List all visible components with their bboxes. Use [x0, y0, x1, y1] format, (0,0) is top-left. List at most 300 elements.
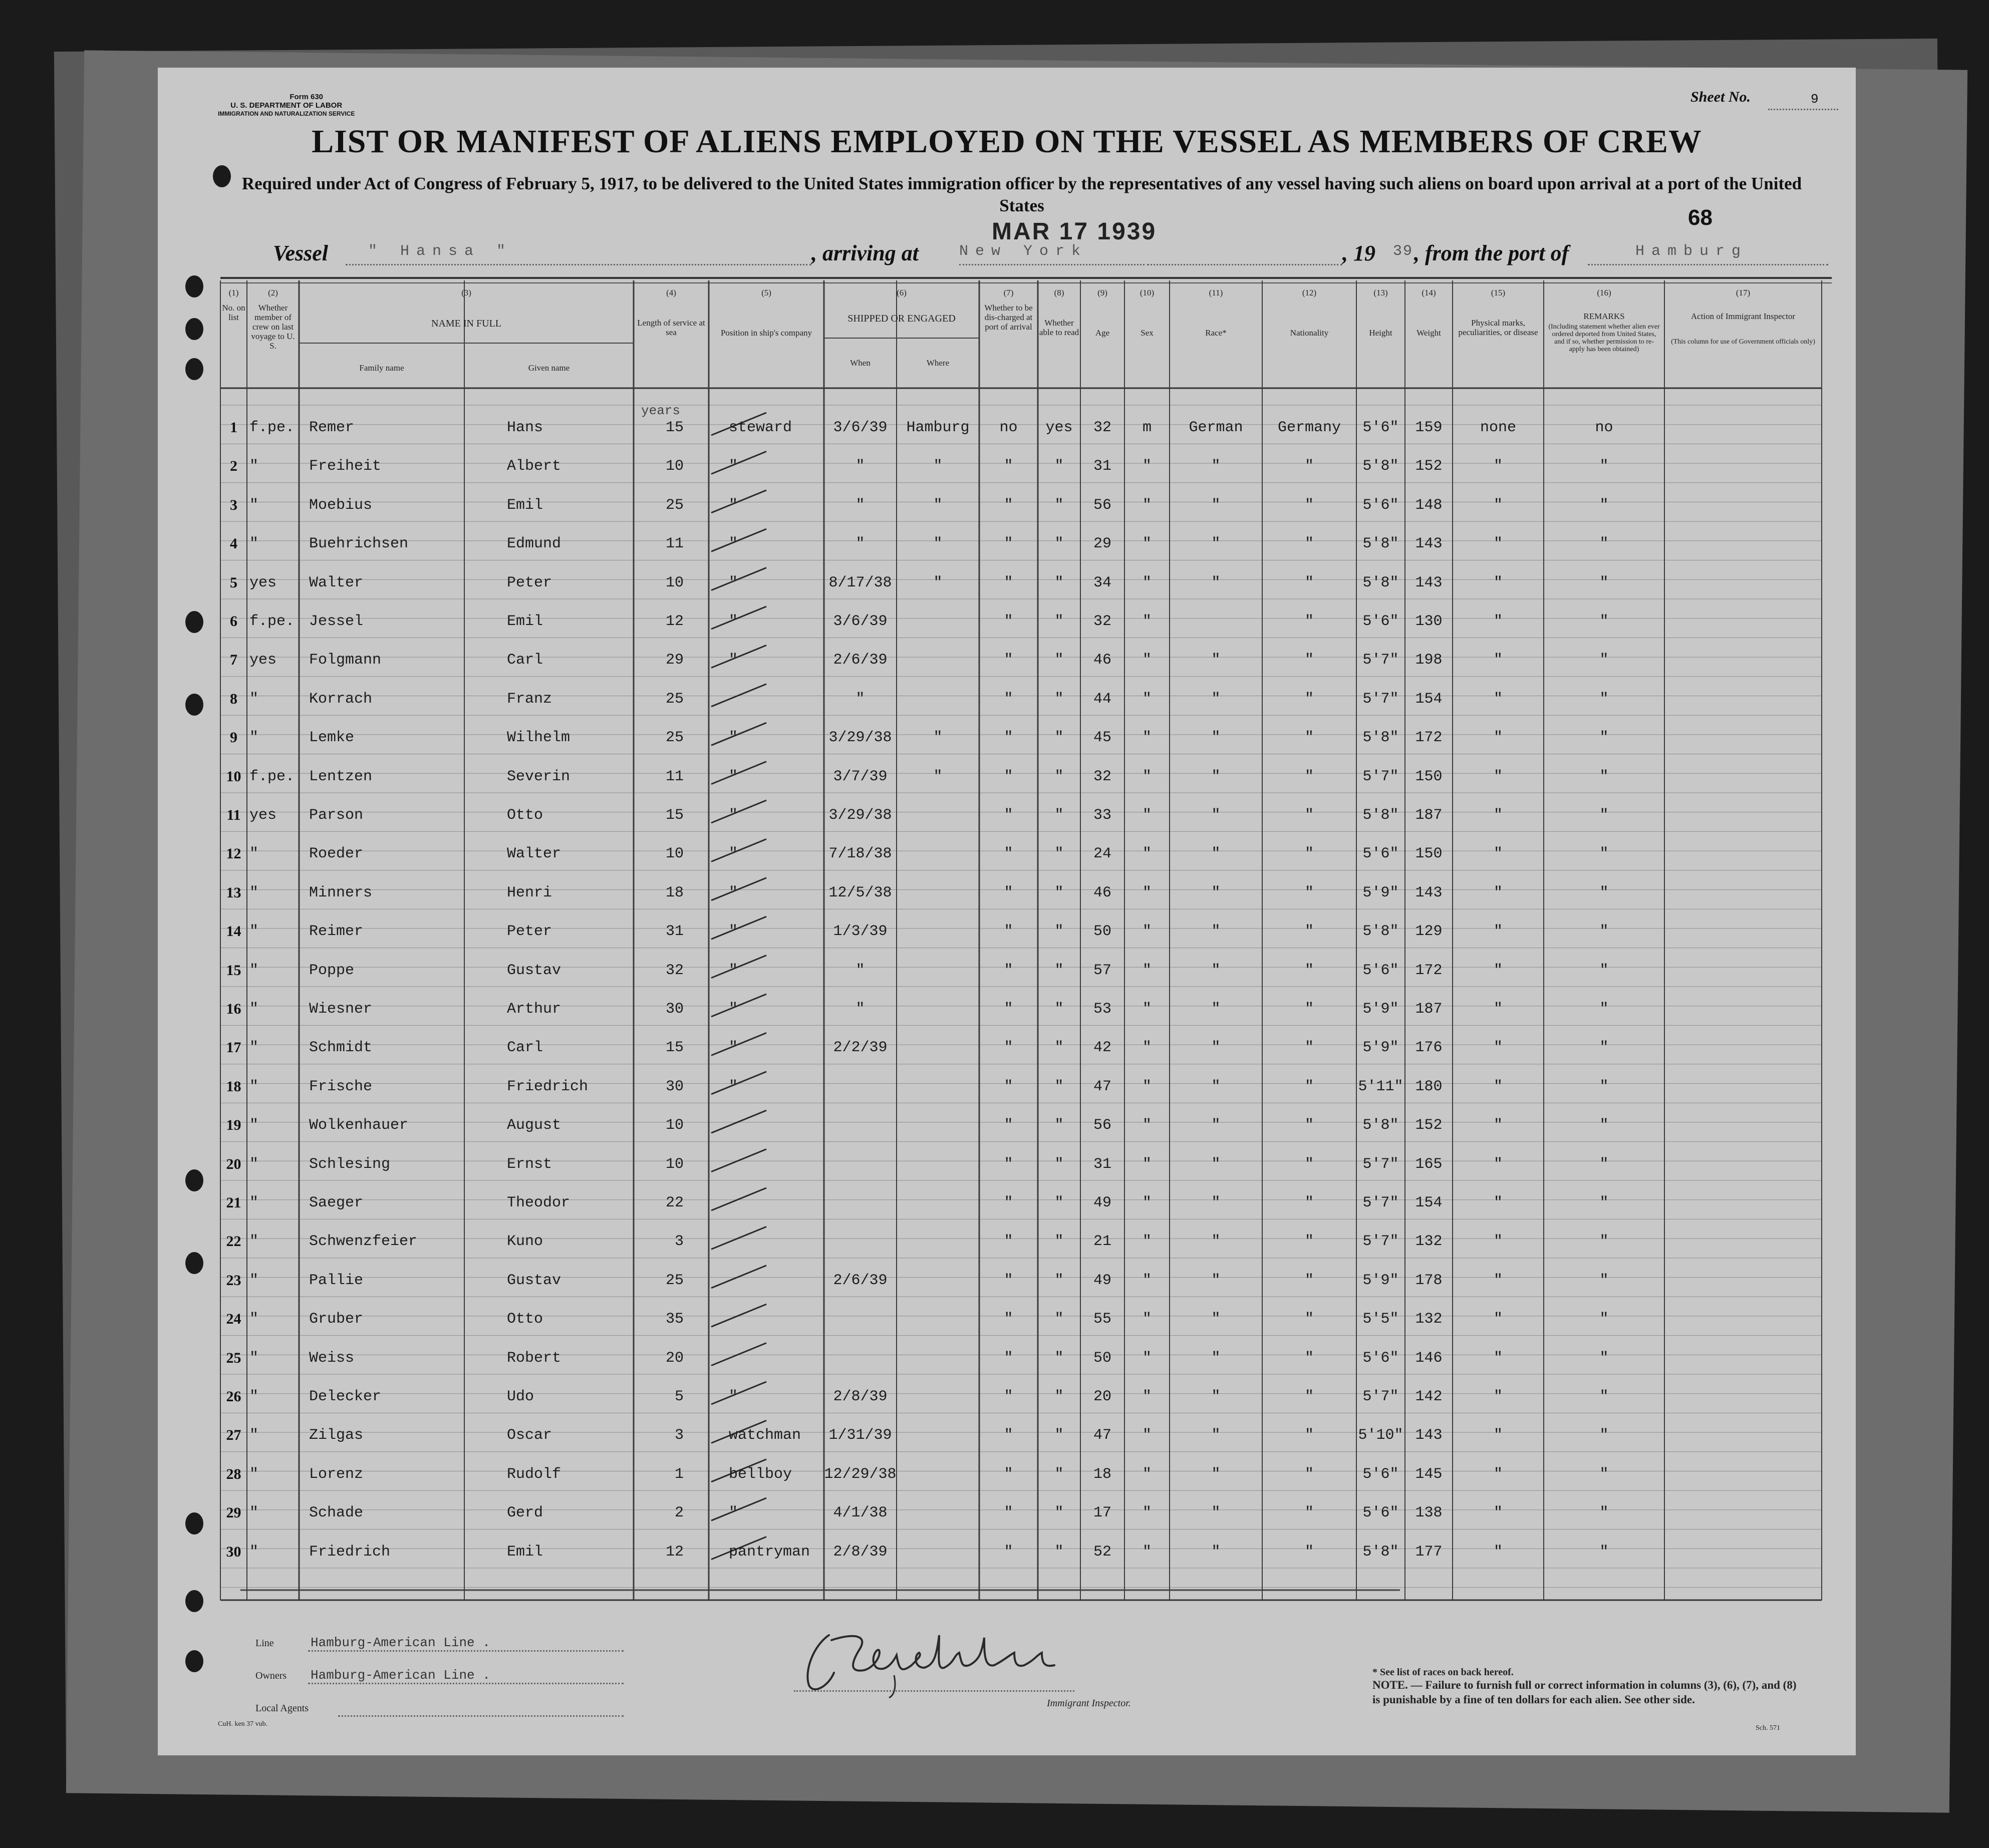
cell-position: steward — [729, 419, 792, 436]
cell-given-name: Udo — [507, 1388, 534, 1405]
cell-shipped-where: " — [933, 574, 943, 591]
cell-age: 45 — [1093, 729, 1111, 747]
cell-prior-voyage: " — [249, 923, 259, 941]
cell-remarks: no — [1595, 419, 1613, 436]
cell-nationality: " — [1304, 496, 1314, 514]
cell-family-name: Schwenzfeier — [309, 1233, 418, 1251]
cell-physical-marks: none — [1480, 419, 1516, 436]
cell-discharged: " — [1004, 574, 1013, 591]
cell-prior-voyage: f.pe. — [249, 613, 295, 630]
cell-able-to-read: " — [1054, 1543, 1064, 1561]
cell-race: " — [1211, 1155, 1221, 1173]
cell-remarks: " — [1599, 807, 1609, 824]
column-number: (13) — [1373, 288, 1388, 297]
cell-physical-marks: " — [1493, 1078, 1503, 1095]
cell-weight: 177 — [1415, 1543, 1443, 1561]
cell-height: 5'6" — [1362, 419, 1399, 436]
column-number: (17) — [1736, 288, 1751, 297]
cell-family-name: Folgmann — [309, 652, 382, 669]
cell-race: " — [1211, 768, 1221, 785]
cell-race: " — [1211, 535, 1221, 553]
row-number: 9 — [230, 729, 237, 746]
cell-prior-voyage: " — [249, 729, 259, 747]
year: 39 — [1393, 243, 1413, 260]
cell-nationality: " — [1304, 1272, 1314, 1289]
row-number: 14 — [226, 923, 241, 940]
cell-able-to-read: " — [1054, 496, 1064, 514]
cell-shipped-when: 2/8/39 — [833, 1388, 888, 1405]
cell-given-name: Otto — [507, 1311, 543, 1328]
cell-physical-marks: " — [1493, 652, 1503, 669]
cell-given-name: Emil — [507, 1543, 543, 1561]
column-number: (5) — [761, 288, 771, 297]
cell-sex: " — [1142, 1311, 1152, 1328]
cell-able-to-read: " — [1054, 1427, 1064, 1444]
cell-weight: 143 — [1415, 884, 1443, 901]
cell-age: 32 — [1093, 419, 1111, 436]
cell-weight: 150 — [1415, 768, 1443, 785]
cell-position: " — [729, 807, 738, 824]
cell-able-to-read: " — [1054, 807, 1064, 824]
local-agents-underline — [338, 1715, 624, 1717]
cell-age: 24 — [1093, 845, 1111, 863]
column-number: (6) — [897, 288, 907, 297]
row-number: 23 — [226, 1272, 241, 1289]
column-header-remarks: REMARKS — [1583, 312, 1625, 321]
check-mark — [711, 1188, 766, 1210]
row-number: 1 — [230, 419, 237, 436]
cell-race: " — [1211, 458, 1221, 475]
cell-age: 20 — [1093, 1388, 1111, 1405]
cell-height: 5'9" — [1362, 884, 1399, 901]
service: IMMIGRATION AND NATURALIZATION SERVICE — [218, 110, 355, 117]
cell-discharged: " — [1004, 1543, 1013, 1561]
cell-prior-voyage: " — [249, 1117, 259, 1134]
cell-remarks: " — [1599, 729, 1609, 747]
column-header-sex: Sex — [1141, 328, 1154, 338]
cell-race: " — [1211, 1427, 1221, 1444]
cell-sex: " — [1142, 1233, 1152, 1251]
cell-able-to-read: " — [1054, 1465, 1064, 1483]
cell-age: 21 — [1093, 1233, 1111, 1251]
cell-nationality: Germany — [1277, 419, 1341, 436]
cell-discharged: " — [1004, 1001, 1013, 1018]
penalty-note: NOTE. — Failure to furnish full or correct information in columns (3), (6), (7), and (8) is punishable by a fine of ten dollars for each alien. See other side. — [1372, 1679, 1797, 1706]
cell-height: 5'8" — [1362, 458, 1399, 475]
cell-sex: " — [1142, 1388, 1152, 1405]
cell-able-to-read: " — [1054, 1194, 1064, 1211]
cell-remarks: " — [1599, 1349, 1609, 1367]
column-number: (3) — [461, 288, 471, 297]
cell-discharged: " — [1004, 884, 1013, 901]
cell-age: 50 — [1093, 923, 1111, 941]
schedule-code: Sch. 571 — [1756, 1724, 1780, 1732]
cell-family-name: Freiheit — [309, 458, 382, 475]
cell-given-name: Emil — [507, 613, 543, 630]
row-number: 30 — [226, 1543, 241, 1560]
cell-height: 5'9" — [1362, 1272, 1399, 1289]
cell-height: 5'8" — [1362, 1117, 1399, 1134]
cell-remarks: " — [1599, 1155, 1609, 1173]
cell-race: " — [1211, 729, 1221, 747]
cell-weight: 180 — [1415, 1078, 1443, 1095]
cell-remarks: " — [1599, 1504, 1609, 1522]
cell-shipped-where: " — [933, 535, 943, 553]
cell-sex: " — [1142, 845, 1152, 863]
cell-sex: " — [1142, 1117, 1152, 1134]
cell-race: " — [1211, 962, 1221, 979]
cell-family-name: Wiesner — [309, 1001, 373, 1018]
row-number: 2 — [230, 458, 237, 475]
cell-weight: 132 — [1415, 1233, 1443, 1251]
cell-height: 5'6" — [1362, 496, 1399, 514]
cell-nationality: " — [1304, 1117, 1314, 1134]
column-header-age: Age — [1095, 328, 1110, 338]
column-header-where: Where — [926, 358, 950, 368]
column-number: (10) — [1140, 288, 1155, 297]
cell-remarks: " — [1599, 1543, 1609, 1561]
cell-race: " — [1211, 807, 1221, 824]
cell-prior-voyage: " — [249, 1194, 259, 1211]
cell-able-to-read: " — [1054, 1504, 1064, 1522]
cell-nationality: " — [1304, 923, 1314, 941]
cell-given-name: Rudolf — [507, 1465, 561, 1483]
cell-able-to-read: " — [1054, 690, 1064, 708]
cell-age: 47 — [1093, 1078, 1111, 1095]
cell-family-name: Lentzen — [309, 768, 373, 785]
cell-shipped-where: " — [933, 496, 943, 514]
cell-weight: 152 — [1415, 1117, 1443, 1134]
cell-race: German — [1189, 419, 1243, 436]
cell-family-name: Schade — [309, 1504, 364, 1522]
cell-given-name: Gustav — [507, 962, 561, 979]
cell-family-name: Saeger — [309, 1194, 364, 1211]
cell-sex: " — [1142, 884, 1152, 901]
column-header-no: No. on list — [222, 303, 245, 322]
cell-weight: 143 — [1415, 574, 1443, 591]
cell-weight: 138 — [1415, 1504, 1443, 1522]
row-number: 16 — [226, 1001, 241, 1017]
cell-position: " — [729, 458, 738, 475]
cell-height: 5'6" — [1362, 613, 1399, 630]
cell-service-years: 3 — [674, 1233, 684, 1251]
cell-able-to-read: " — [1054, 1272, 1064, 1289]
cell-given-name: Peter — [507, 923, 552, 941]
cell-weight: 159 — [1415, 419, 1443, 436]
column-header-read: Whether able to read — [1039, 318, 1079, 337]
cell-age: 29 — [1093, 535, 1111, 553]
cell-remarks: " — [1599, 1388, 1609, 1405]
cell-discharged: " — [1004, 1039, 1013, 1057]
cell-race: " — [1211, 1233, 1221, 1251]
cell-shipped-when: 7/18/38 — [828, 845, 892, 863]
column-header-physical-marks: Physical marks, peculiarities, or disease — [1458, 318, 1538, 337]
cell-race: " — [1211, 845, 1221, 863]
cell-sex: " — [1142, 807, 1152, 824]
cell-shipped-when: 3/7/39 — [833, 768, 888, 785]
cell-age: 57 — [1093, 962, 1111, 979]
cell-height: 5'6" — [1362, 845, 1399, 863]
cell-position: " — [729, 768, 738, 785]
cell-height: 5'9" — [1362, 1001, 1399, 1018]
cell-sex: " — [1142, 1272, 1152, 1289]
row-number: 27 — [226, 1427, 241, 1444]
cell-age: 53 — [1093, 1001, 1111, 1018]
cell-height: 5'7" — [1362, 768, 1399, 785]
cell-discharged: no — [999, 419, 1018, 436]
cell-age: 32 — [1093, 613, 1111, 630]
cell-service-years: 11 — [665, 768, 684, 785]
row-number: 10 — [226, 768, 241, 785]
cell-discharged: " — [1004, 729, 1013, 747]
cell-physical-marks: " — [1493, 1117, 1503, 1134]
cell-age: 44 — [1093, 690, 1111, 708]
cell-age: 46 — [1093, 652, 1111, 669]
cell-prior-voyage: " — [249, 1039, 259, 1057]
cell-able-to-read: " — [1054, 613, 1064, 630]
row-number: 8 — [230, 690, 237, 707]
column-number: (9) — [1097, 288, 1107, 297]
cell-able-to-read: " — [1054, 1233, 1064, 1251]
check-mark — [711, 1110, 766, 1133]
cell-remarks: " — [1599, 613, 1609, 630]
cell-race: " — [1211, 1001, 1221, 1018]
cell-sex: " — [1142, 962, 1152, 979]
cell-age: 31 — [1093, 458, 1111, 475]
cell-race: " — [1211, 1311, 1221, 1328]
cell-able-to-read: " — [1054, 729, 1064, 747]
cell-age: 47 — [1093, 1427, 1111, 1444]
cell-height: 5'8" — [1362, 1543, 1399, 1561]
owners-underline — [308, 1683, 624, 1684]
cell-position: pantryman — [729, 1543, 810, 1561]
cell-race: " — [1211, 1388, 1221, 1405]
cell-family-name: Remer — [309, 419, 355, 436]
cell-discharged: " — [1004, 845, 1013, 863]
cell-weight: 198 — [1415, 652, 1443, 669]
cell-family-name: Lorenz — [309, 1465, 364, 1483]
cell-remarks: " — [1599, 923, 1609, 941]
line-value: Hamburg-American Line . — [311, 1635, 490, 1650]
cell-discharged: " — [1004, 962, 1013, 979]
cell-family-name: Moebius — [309, 496, 373, 514]
cell-family-name: Reimer — [309, 923, 364, 941]
column-number: (1) — [228, 288, 239, 297]
cell-able-to-read: " — [1054, 652, 1064, 669]
arriving-label: , arriving at — [811, 241, 919, 265]
cell-weight: 143 — [1415, 1427, 1443, 1444]
cell-service-years: 1 — [674, 1465, 684, 1483]
cell-weight: 129 — [1415, 923, 1443, 941]
cell-race: " — [1211, 1272, 1221, 1289]
cell-family-name: Wolkenhauer — [309, 1117, 409, 1134]
cell-sex: " — [1142, 652, 1152, 669]
department: U. S. DEPARTMENT OF LABOR — [230, 101, 343, 110]
check-mark — [711, 684, 766, 707]
row-number: 26 — [226, 1388, 241, 1405]
cell-remarks: " — [1599, 458, 1609, 475]
cell-shipped-when: 4/1/38 — [833, 1504, 888, 1522]
from-port-label: , from the port of — [1414, 241, 1569, 265]
sheet-number-label: Sheet No. — [1690, 89, 1751, 105]
cell-weight: 176 — [1415, 1039, 1443, 1057]
cell-nationality: " — [1304, 458, 1314, 475]
date-stamp: MAR 17 1939 — [992, 218, 1157, 245]
cell-sex: m — [1142, 419, 1152, 436]
cell-age: 50 — [1093, 1349, 1111, 1367]
column-header-family-name: Family name — [359, 363, 404, 373]
cell-age: 56 — [1093, 1117, 1111, 1134]
cell-height: 5'7" — [1362, 1155, 1399, 1173]
cell-physical-marks: " — [1493, 845, 1503, 863]
cell-nationality: " — [1304, 1311, 1314, 1328]
cell-age: 46 — [1093, 884, 1111, 901]
cell-discharged: " — [1004, 690, 1013, 708]
cell-race: " — [1211, 1194, 1221, 1211]
cell-race: " — [1211, 1078, 1221, 1095]
column-header-when: When — [850, 358, 871, 368]
cell-given-name: Severin — [507, 768, 571, 785]
cell-sex: " — [1142, 1155, 1152, 1173]
cell-given-name: Hans — [507, 419, 543, 436]
cell-height: 5'8" — [1362, 535, 1399, 553]
cell-position: " — [729, 923, 738, 941]
cell-position: " — [729, 1388, 738, 1405]
year-prefix: , 19 — [1342, 241, 1375, 265]
cell-nationality: " — [1304, 535, 1314, 553]
cell-age: 33 — [1093, 807, 1111, 824]
line-label: Line — [255, 1638, 274, 1649]
cell-sex: " — [1142, 1349, 1152, 1367]
cell-able-to-read: " — [1054, 962, 1064, 979]
cell-position: " — [729, 962, 738, 979]
column-number: (15) — [1491, 288, 1506, 297]
cell-sex: " — [1142, 1001, 1152, 1018]
cell-shipped-when: 2/2/39 — [833, 1039, 888, 1057]
cell-remarks: " — [1599, 768, 1609, 785]
cell-service-years: 30 — [665, 1078, 684, 1095]
cell-race: " — [1211, 690, 1221, 708]
cell-prior-voyage: " — [249, 884, 259, 901]
cell-family-name: Jessel — [309, 613, 364, 630]
cell-service-years: 12 — [665, 1543, 684, 1561]
cell-weight: 146 — [1415, 1349, 1443, 1367]
cell-sex: " — [1142, 1543, 1152, 1561]
cell-physical-marks: " — [1493, 1543, 1503, 1561]
cell-prior-voyage: " — [249, 1465, 259, 1483]
cell-age: 17 — [1093, 1504, 1111, 1522]
cell-prior-voyage: " — [249, 845, 259, 863]
cell-able-to-read: " — [1054, 458, 1064, 475]
row-number: 25 — [226, 1349, 241, 1366]
cell-nationality: " — [1304, 1349, 1314, 1367]
cell-discharged: " — [1004, 1388, 1013, 1405]
cell-sex: " — [1142, 574, 1152, 591]
cell-prior-voyage: " — [249, 1543, 259, 1561]
cell-discharged: " — [1004, 1233, 1013, 1251]
row-number: 4 — [230, 535, 237, 552]
cell-shipped-when: " — [856, 1001, 865, 1018]
cell-remarks: " — [1599, 574, 1609, 591]
cell-nationality: " — [1304, 1465, 1314, 1483]
cell-family-name: Zilgas — [309, 1427, 364, 1444]
inspector-signature — [794, 1625, 1074, 1700]
cell-weight: 154 — [1415, 1194, 1443, 1211]
cell-race: " — [1211, 574, 1221, 591]
cell-remarks: " — [1599, 690, 1609, 708]
cell-prior-voyage: " — [249, 496, 259, 514]
cell-position: " — [729, 1039, 738, 1057]
cell-discharged: " — [1004, 535, 1013, 553]
cell-height: 5'6" — [1362, 1349, 1399, 1367]
cell-prior-voyage: " — [249, 1001, 259, 1018]
column-number: (2) — [268, 288, 278, 297]
cell-nationality: " — [1304, 1388, 1314, 1405]
row-number: 19 — [226, 1117, 241, 1134]
cell-service-years: 25 — [665, 496, 684, 514]
cell-sex: " — [1142, 1039, 1152, 1057]
cell-position: " — [729, 574, 738, 591]
cell-shipped-when: " — [856, 962, 865, 979]
cell-given-name: Franz — [507, 690, 552, 708]
cell-position: " — [729, 613, 738, 630]
cell-shipped-when: 3/6/39 — [833, 419, 888, 436]
cell-weight: 187 — [1415, 1001, 1443, 1018]
cell-shipped-where: " — [933, 458, 943, 475]
cell-service-years: 25 — [665, 690, 684, 708]
cell-given-name: Oscar — [507, 1427, 552, 1444]
cell-prior-voyage: " — [249, 1388, 259, 1405]
cell-age: 34 — [1093, 574, 1111, 591]
check-mark — [711, 1226, 766, 1249]
cell-age: 42 — [1093, 1039, 1111, 1057]
row-number: 20 — [226, 1155, 241, 1172]
cell-prior-voyage: yes — [249, 574, 277, 591]
cell-service-years: 31 — [665, 923, 684, 941]
check-mark — [711, 1343, 766, 1366]
cell-physical-marks: " — [1493, 1155, 1503, 1173]
cell-service-years: 5 — [674, 1388, 684, 1405]
cell-given-name: Walter — [507, 845, 561, 863]
cell-prior-voyage: " — [249, 1155, 259, 1173]
cell-physical-marks: " — [1493, 884, 1503, 901]
cell-able-to-read: " — [1054, 1155, 1064, 1173]
column-header-given-name: Given name — [528, 363, 570, 373]
cell-height: 5'7" — [1362, 1233, 1399, 1251]
cell-sex: " — [1142, 1194, 1152, 1211]
cell-weight: 152 — [1415, 458, 1443, 475]
cell-position: " — [729, 1001, 738, 1018]
cell-sex: " — [1142, 729, 1152, 747]
cell-physical-marks: " — [1493, 1349, 1503, 1367]
cell-age: 32 — [1093, 768, 1111, 785]
cell-nationality: " — [1304, 613, 1314, 630]
vessel-name: " Hansa " — [368, 243, 513, 260]
cell-physical-marks: " — [1493, 1001, 1503, 1018]
cell-shipped-when: " — [856, 496, 865, 514]
cell-discharged: " — [1004, 923, 1013, 941]
cell-discharged: " — [1004, 807, 1013, 824]
cell-height: 5'7" — [1362, 652, 1399, 669]
cell-position: " — [729, 729, 738, 747]
cell-discharged: " — [1004, 1427, 1013, 1444]
cell-service-years: 11 — [665, 535, 684, 553]
column-number: (4) — [666, 288, 676, 297]
cell-prior-voyage: yes — [249, 807, 277, 824]
cell-family-name: Lemke — [309, 729, 355, 747]
line-underline — [308, 1650, 624, 1652]
cell-given-name: Kuno — [507, 1233, 543, 1251]
